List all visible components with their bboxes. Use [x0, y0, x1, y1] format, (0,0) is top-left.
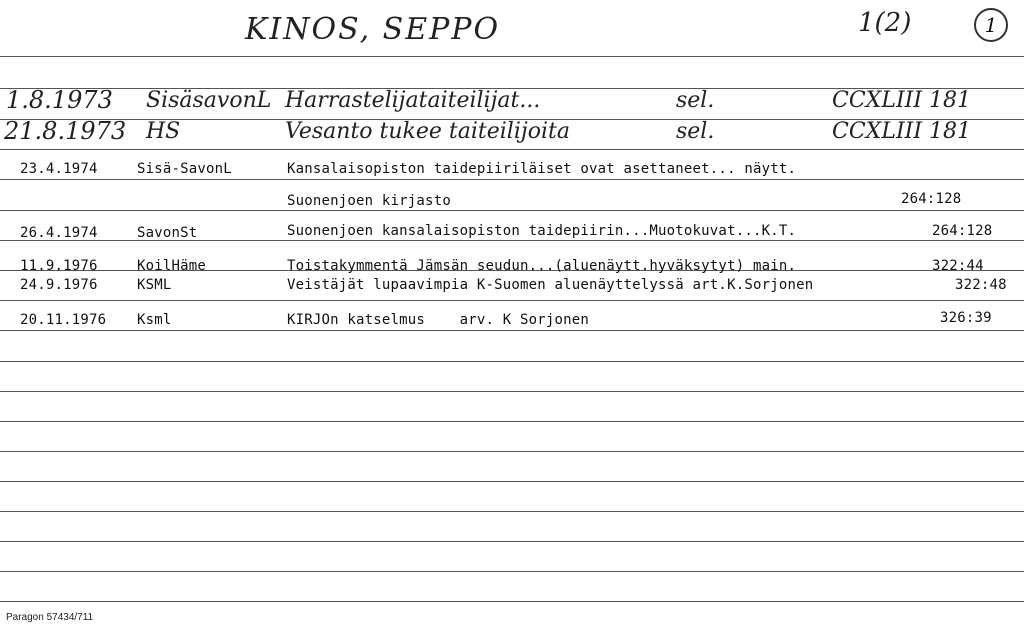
entry-date: 11.9.1976 — [20, 258, 98, 274]
entry-date: 26.4.1974 — [20, 225, 98, 241]
rule-line — [0, 179, 1024, 180]
hw-ref: CCXLIII 181 — [832, 88, 971, 113]
hw-date: 21.8.1973 — [4, 117, 127, 145]
person-name: KINOS, SEPPO — [245, 12, 501, 47]
hw-source: HS — [146, 119, 181, 144]
entry-ref: 264:128 — [901, 191, 962, 207]
rule-line — [0, 149, 1024, 150]
hw-date: 1.8.1973 — [6, 86, 113, 114]
entry-text: KIRJOn katselmus arv. K Sorjonen — [287, 312, 590, 328]
card-number-circle — [974, 8, 1008, 42]
entry-source: KSML — [137, 277, 172, 293]
page-number: 1(2) — [858, 8, 912, 38]
hw-type: sel. — [676, 119, 715, 144]
entry-date: 24.9.1976 — [20, 277, 98, 293]
rule-line — [0, 601, 1024, 602]
entry-ref: 326:39 — [940, 310, 992, 326]
rule-line — [0, 481, 1024, 482]
entry-text: Veistäjät lupaavimpia K-Suomen aluenäyttelyssä art.K.Sorjonen — [287, 277, 814, 293]
entry-ref: 322:44 — [932, 258, 984, 274]
entry-source: KoilHäme — [137, 258, 207, 274]
entry-source: Sisä-SavonL — [137, 161, 232, 177]
hw-source: SisäsavonL — [146, 88, 272, 113]
entry-text: Kansalaisopiston taidepiiriläiset ovat asettaneet... näytt. — [287, 161, 797, 177]
rule-line — [0, 421, 1024, 422]
hw-type: sel. — [676, 88, 715, 113]
rule-line — [0, 511, 1024, 512]
entry-source: Ksml — [137, 312, 172, 328]
entry-date: 23.4.1974 — [20, 161, 98, 177]
rule-line — [0, 361, 1024, 362]
rule-line — [0, 451, 1024, 452]
rule-line — [0, 210, 1024, 211]
card-print-mark: Paragon 57434/711 — [6, 612, 94, 623]
entry-source: SavonSt — [137, 225, 198, 241]
entry-ref: 322:48 — [955, 277, 1007, 293]
card-number: 1 — [984, 13, 998, 37]
hw-ref: CCXLIII 181 — [832, 119, 971, 144]
hw-title: Vesanto tukee taiteilijoita — [285, 119, 570, 144]
rule-line — [0, 300, 1024, 301]
rule-line — [0, 541, 1024, 542]
rule-line — [0, 391, 1024, 392]
rule-line — [0, 571, 1024, 572]
entry-ref: 264:128 — [932, 223, 993, 239]
entry-text: Suonenjoen kansalaisopiston taidepiirin...Muotokuvat...K.T. — [287, 223, 797, 239]
rule-line — [0, 56, 1024, 57]
rule-line — [0, 330, 1024, 331]
entry-text: Toistakymmentä Jämsän seudun...(aluenäytt.hyväksytyt) main. — [287, 258, 797, 274]
entry-text: Suonenjoen kirjasto — [287, 193, 451, 209]
entry-date: 20.11.1976 — [20, 312, 107, 328]
hw-title: Harrastelijataiteilijat... — [285, 88, 541, 113]
